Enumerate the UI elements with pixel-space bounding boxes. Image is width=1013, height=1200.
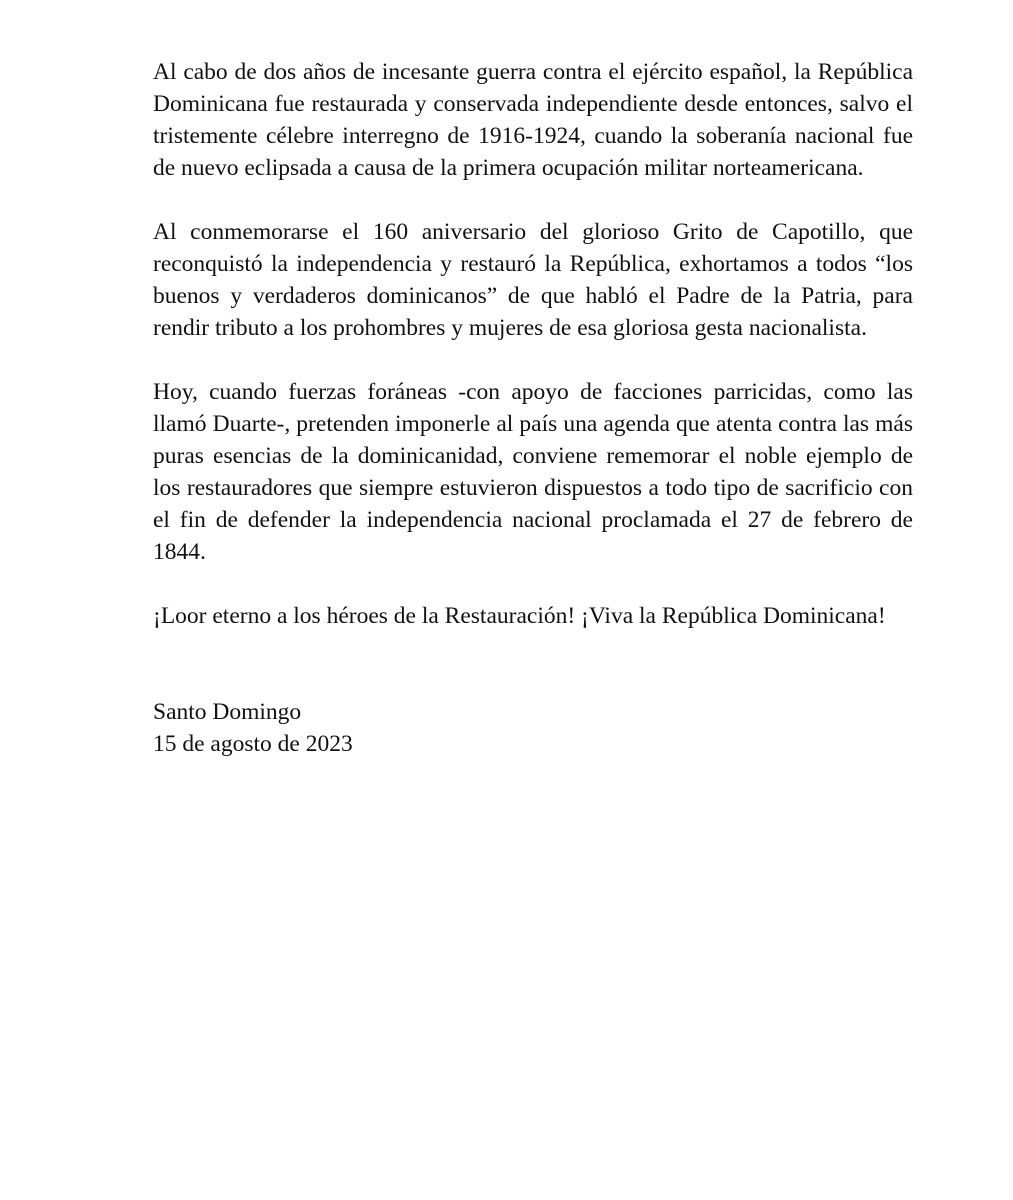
paragraph-capotillo-anniversary: Al conmemorarse el 160 aniversario del glorioso Grito de Capotillo, que reconquistó la independencia y restauró la República, exhortamos a todos “los buenos y verdaderos dominicanos” de que habló el Padre de la Patria, para rendir tributo a los prohombres y mujeres de esa gloriosa gesta nacionalista. bbox=[153, 219, 913, 341]
closing-block bbox=[153, 696, 913, 760]
paragraph-foreign-forces: Hoy, cuando fuerzas foráneas -con apoyo de facciones parricidas, como las llamó Duarte-, pretenden imponerle al país una agenda que atenta contra las más puras esencias de la dominicanidad, conviene rememorar el noble ejemplo de los restauradores que siempre estuvieron dispuestos a todo tipo de sacrificio con el fin de defender la independencia nacional proclamada el 27 de febrero de 1844. bbox=[153, 379, 913, 565]
document-page bbox=[153, 56, 913, 760]
closing-date: 15 de agosto de 2023 bbox=[153, 731, 353, 757]
closing-place: Santo Domingo bbox=[153, 699, 302, 725]
paragraph-closing-exclamation: ¡Loor eterno a los héroes de la Restauración! ¡Viva la República Dominicana! bbox=[153, 603, 886, 629]
paragraph-restoration-history: Al cabo de dos años de incesante guerra contra el ejército español, la República Dominicana fue restaurada y conservada independiente desde entonces, salvo el tristemente célebre interregno de 1916-1924, cuando la soberanía nacional fue de nuevo eclipsada a causa de la primera ocupación militar norteamericana. bbox=[153, 59, 913, 181]
